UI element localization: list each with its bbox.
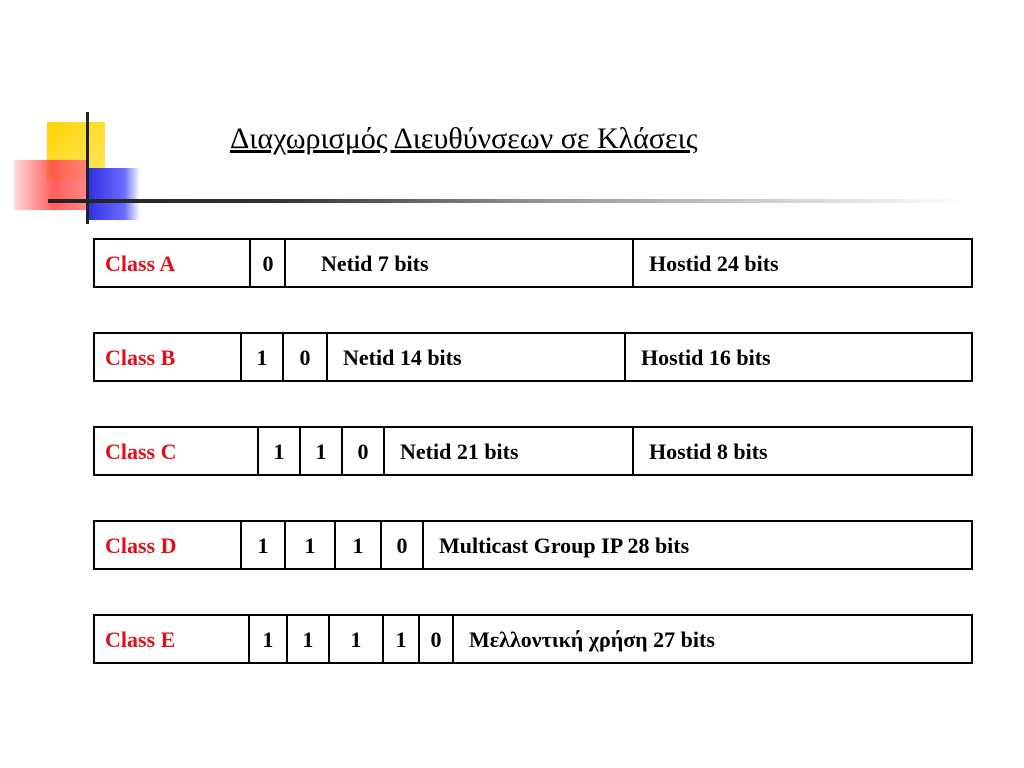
- bit-cell: 1: [241, 522, 285, 568]
- multicast-field: Multicast Group IP 28 bits: [423, 522, 689, 568]
- bit-cell: 1: [300, 428, 342, 474]
- class-label: Class E: [105, 627, 176, 652]
- class-e-row: [93, 614, 973, 664]
- class-label: Class A: [105, 251, 176, 276]
- class-b-row: [93, 332, 973, 382]
- decor-vertical-line: [86, 112, 89, 224]
- bit-cell: 1: [241, 334, 283, 380]
- future-use-field: Μελλοντική χρήση 27 bits: [453, 616, 715, 662]
- class-label: Class C: [105, 439, 177, 464]
- bit-cell: 0: [381, 522, 423, 568]
- hostid-field: Hostid 8 bits: [633, 428, 768, 474]
- bit-cell: 1: [285, 522, 335, 568]
- bit-cell: 1: [249, 616, 287, 662]
- class-c-row: [93, 426, 973, 476]
- hostid-field: Hostid 16 bits: [625, 334, 771, 380]
- hostid-field: Hostid 24 bits: [633, 240, 779, 286]
- netid-field: Netid 21 bits: [384, 428, 519, 474]
- bit-cell: 1: [287, 616, 329, 662]
- bit-cell: 1: [258, 428, 300, 474]
- bit-cell: 0: [419, 616, 453, 662]
- bit-cell: 0: [283, 334, 327, 380]
- netid-field: Netid 14 bits: [327, 334, 462, 380]
- bit-cell: 0: [342, 428, 384, 474]
- slide-title: Διαχωρισμός Διευθύνσεων σε Κλάσεις: [230, 122, 698, 155]
- decor-horizontal-line: [48, 199, 968, 203]
- bit-cell: 1: [383, 616, 419, 662]
- netid-field: Netid 7 bits: [285, 240, 429, 286]
- class-a-row: [93, 238, 973, 288]
- class-label: Class D: [105, 533, 177, 558]
- class-label: Class B: [105, 345, 176, 370]
- bit-cell: 1: [335, 522, 381, 568]
- bit-cell: 0: [250, 240, 286, 286]
- decor-blue-square: [88, 168, 140, 220]
- class-d-row: [93, 520, 973, 570]
- bit-cell: 1: [329, 616, 383, 662]
